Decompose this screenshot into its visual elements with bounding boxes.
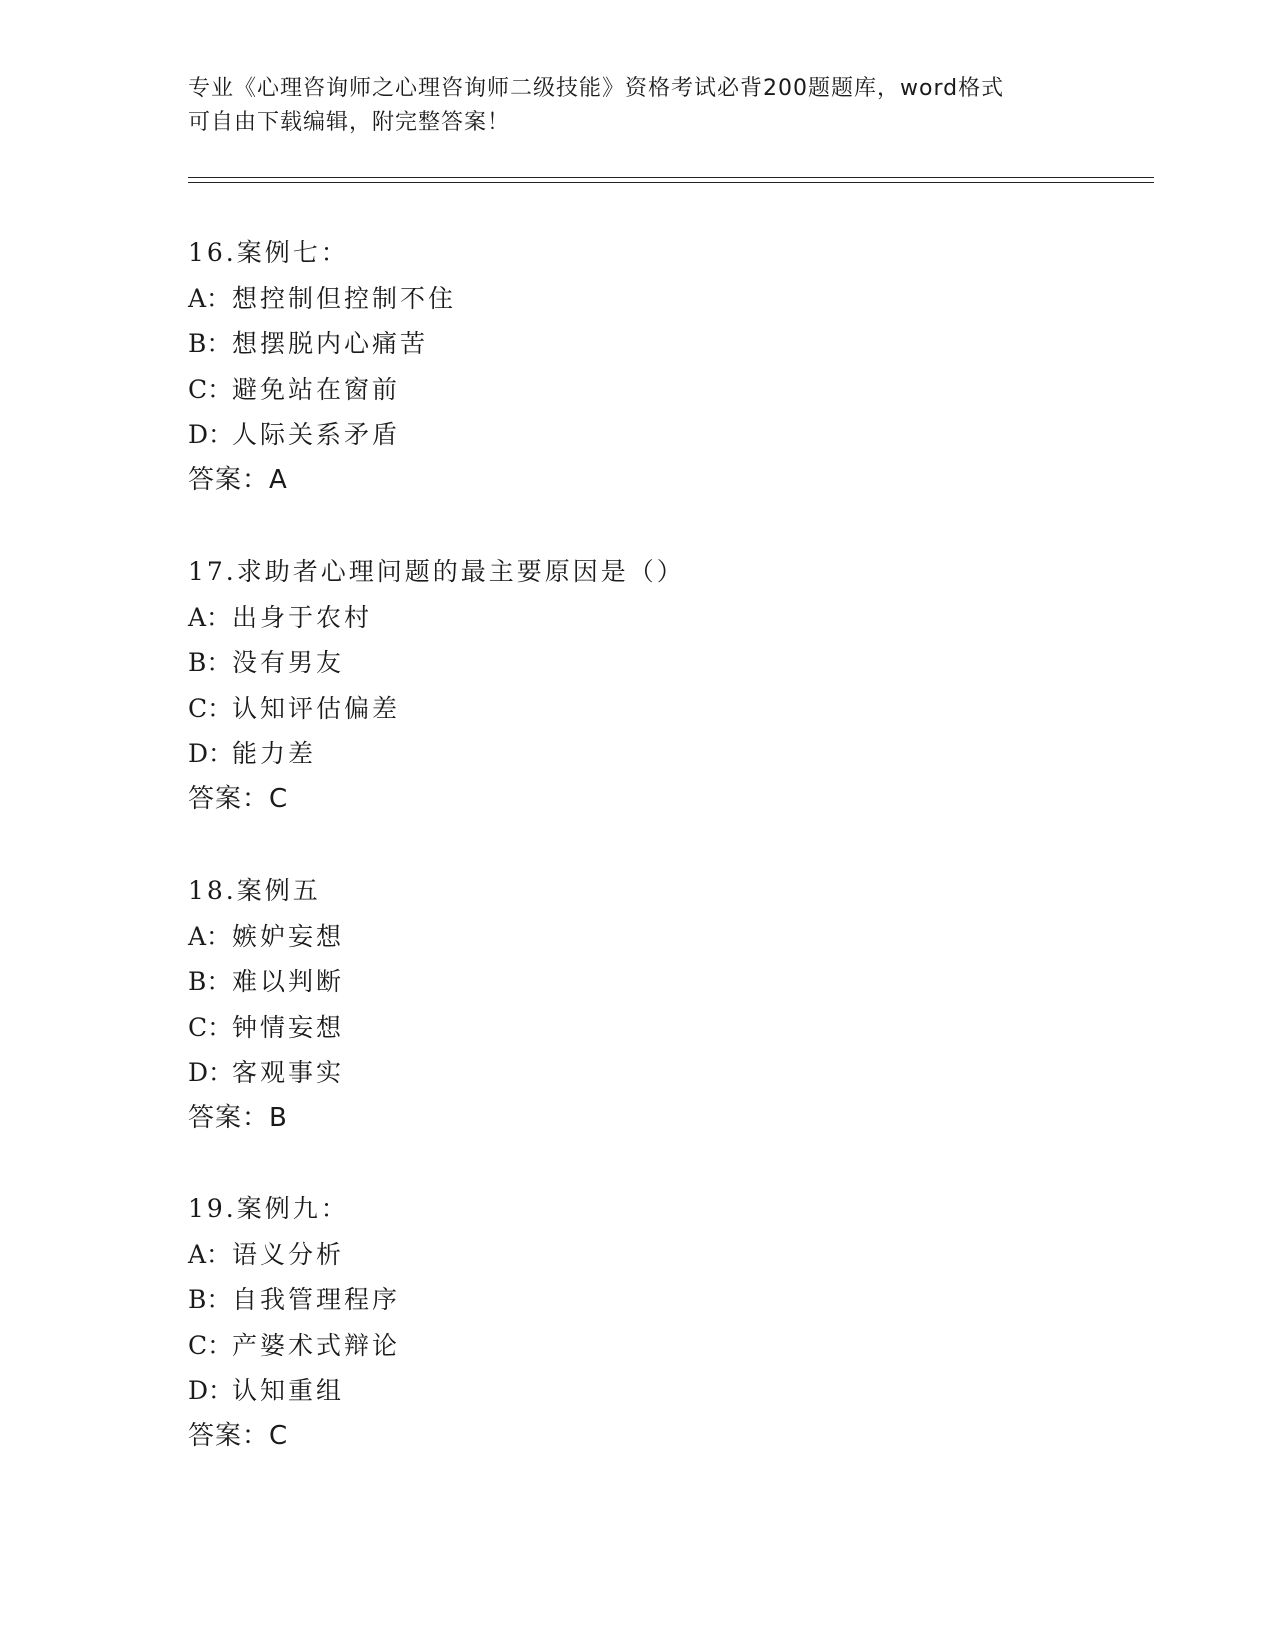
option-d bbox=[188, 731, 1088, 777]
option-b bbox=[188, 321, 1088, 367]
option-a bbox=[188, 595, 1088, 641]
option-letter: D： bbox=[188, 739, 234, 769]
question-block-19 bbox=[188, 1186, 1088, 1460]
header-line-1: 专业《心理咨询师之心理咨询师二级技能》资格考试必背200题题库，word格式 bbox=[188, 76, 1005, 101]
option-d bbox=[188, 1368, 1088, 1414]
option-letter: A： bbox=[188, 602, 232, 632]
option-text: 没有男友 bbox=[232, 648, 345, 678]
option-letter: D： bbox=[188, 1058, 234, 1088]
option-text: 客观事实 bbox=[232, 1058, 345, 1088]
option-c bbox=[188, 367, 1088, 413]
option-c bbox=[188, 1005, 1088, 1051]
option-text: 想控制但控制不住 bbox=[232, 283, 457, 313]
option-text: 难以判断 bbox=[232, 967, 345, 997]
option-b bbox=[188, 1277, 1088, 1323]
option-a bbox=[188, 914, 1088, 960]
option-text: 认知重组 bbox=[232, 1376, 345, 1406]
answer-line: 答案：C bbox=[188, 1420, 289, 1451]
option-text: 钟情妄想 bbox=[232, 1012, 345, 1042]
option-a bbox=[188, 1232, 1088, 1278]
option-d bbox=[188, 1050, 1088, 1096]
option-b bbox=[188, 640, 1088, 686]
option-letter: D： bbox=[188, 420, 234, 450]
option-text: 想摆脱内心痛苦 bbox=[232, 329, 429, 359]
header-divider-bottom bbox=[188, 182, 1154, 183]
option-letter: B： bbox=[188, 967, 232, 997]
option-text: 人际关系矛盾 bbox=[232, 420, 401, 450]
question-stem: 18.案例五 bbox=[188, 876, 321, 905]
option-letter: B： bbox=[188, 648, 232, 678]
question-block-17 bbox=[188, 549, 1088, 823]
option-letter: C： bbox=[188, 1330, 233, 1360]
option-text: 认知评估偏差 bbox=[232, 693, 401, 723]
option-c bbox=[188, 686, 1088, 732]
option-c bbox=[188, 1323, 1088, 1369]
option-text: 产婆术式辩论 bbox=[232, 1330, 401, 1360]
option-text: 能力差 bbox=[232, 739, 317, 769]
header-divider-top bbox=[188, 177, 1154, 178]
option-letter: A： bbox=[188, 921, 232, 951]
answer-line: 答案：C bbox=[188, 783, 289, 814]
option-letter: D： bbox=[188, 1376, 234, 1406]
option-letter: B： bbox=[188, 329, 232, 359]
option-text: 语义分析 bbox=[232, 1239, 345, 1269]
option-b bbox=[188, 959, 1088, 1005]
question-block-18 bbox=[188, 868, 1088, 1142]
option-letter: B： bbox=[188, 1285, 232, 1315]
header-line-2: 可自由下载编辑，附完整答案！ bbox=[188, 110, 511, 135]
option-text: 自我管理程序 bbox=[232, 1285, 401, 1315]
option-letter: C： bbox=[188, 374, 233, 404]
option-letter: A： bbox=[188, 1239, 232, 1269]
option-d bbox=[188, 412, 1088, 458]
option-text: 出身于农村 bbox=[232, 602, 373, 632]
option-letter: A： bbox=[188, 283, 232, 313]
answer-line: 答案：B bbox=[188, 1102, 288, 1133]
question-stem: 16.案例七： bbox=[188, 238, 349, 267]
question-block-16 bbox=[188, 230, 1088, 504]
answer-line: 答案：A bbox=[188, 464, 288, 495]
question-stem: 17.求助者心理问题的最主要原因是（） bbox=[188, 557, 685, 586]
option-text: 避免站在窗前 bbox=[232, 374, 401, 404]
question-stem: 19.案例九： bbox=[188, 1194, 349, 1223]
option-text: 嫉妒妄想 bbox=[232, 921, 345, 951]
option-letter: C： bbox=[188, 1012, 233, 1042]
document-header bbox=[188, 72, 1088, 140]
option-a bbox=[188, 276, 1088, 322]
option-letter: C： bbox=[188, 693, 233, 723]
